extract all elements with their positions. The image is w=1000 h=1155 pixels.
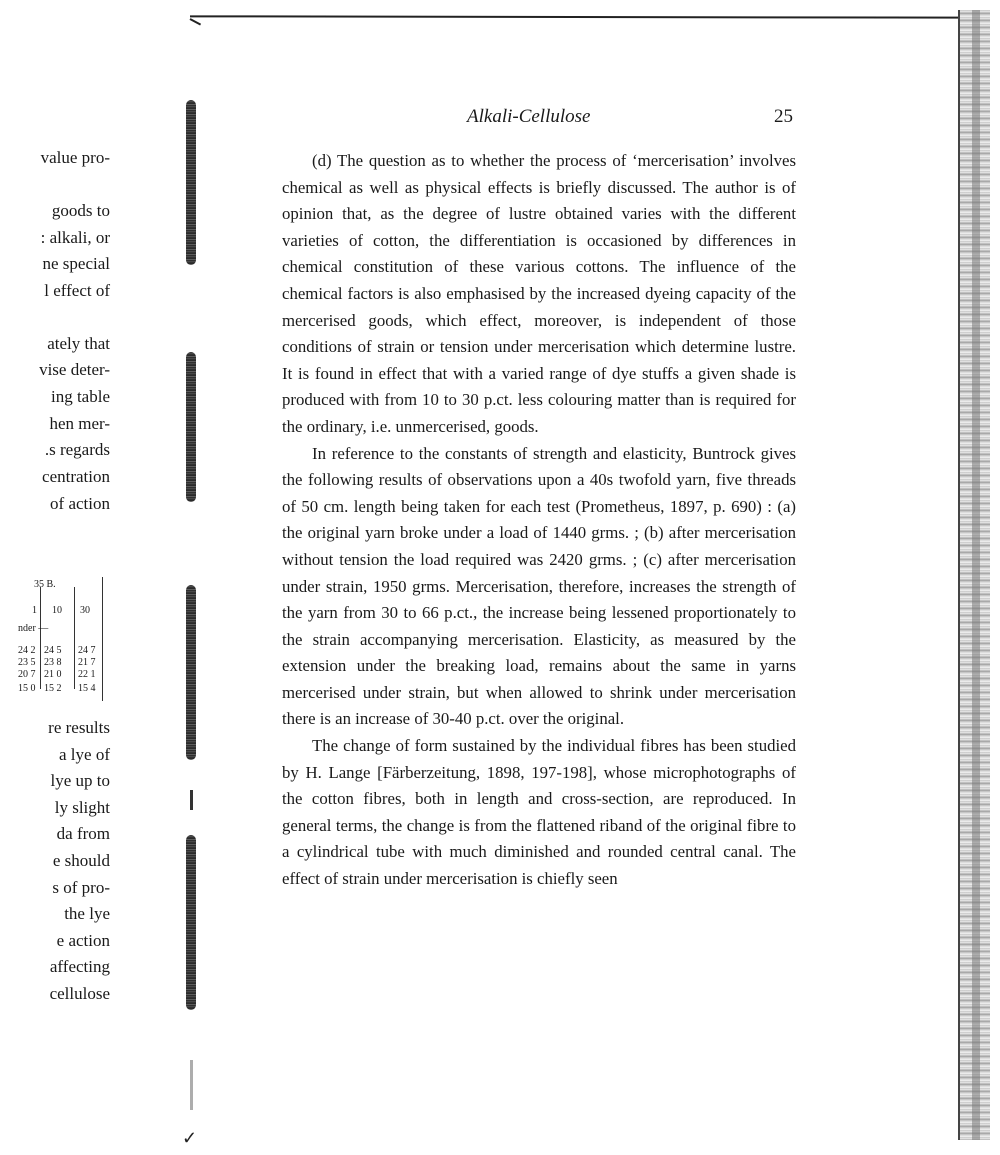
fragment-line: da from <box>56 824 110 843</box>
fragment-line: lye up to <box>50 771 110 790</box>
fragment-line: ne special <box>42 254 110 273</box>
body-text <box>282 148 796 893</box>
fragment-line: goods to <box>51 201 110 220</box>
fragment-table <box>18 577 110 701</box>
table-col-head: 10 <box>52 605 62 616</box>
table-cell: 23 5 <box>18 657 36 668</box>
table-cell: 20 7 <box>18 669 36 680</box>
page-number: 25 <box>774 106 793 127</box>
table-cell: 23 8 <box>44 657 62 668</box>
running-head: Alkali-Cellulose <box>467 106 591 127</box>
table-rule <box>102 577 103 701</box>
table-cell: 22 1 <box>78 669 96 680</box>
fragment-line: e should <box>52 851 110 870</box>
binding-gutter-mark <box>190 790 193 810</box>
fragment-line: e action <box>56 931 110 950</box>
binding-gutter-mark <box>186 100 196 265</box>
table-col-head: 1 <box>32 605 37 616</box>
fragment-line: of action <box>50 494 110 513</box>
paragraph: (d) The question as to whether the process of ‘mercerisation’ involves chemical as well as physical effects is briefly discussed. The author is of opinion that, as the degree of lustre obtained varies with the different varieties of cotton, the differentiation is occasioned by differences in chemical constitution of these various cottons. The influence of the chemical factors is also emphasised by the increased dyeing capacity of the mercerised goods, which effect, moreover, is independent of those conditions of strain or tension under mercerisation which determine lustre. It is found in effect that with a varied range of dye stuffs a given shade is produced with from 10 to 30 p.ct. less colouring matter than is required for the ordinary, i.e. unmercerised, goods. <box>282 151 796 436</box>
table-cell: 21 0 <box>44 669 62 680</box>
fragment-line: : alkali, or <box>40 228 110 247</box>
binding-gutter-mark <box>186 352 196 502</box>
fragment-line: s of pro- <box>52 878 110 897</box>
table-cell: 15 4 <box>78 683 96 694</box>
fragment-line: .s regards <box>44 440 110 459</box>
binding-gutter-mark: ✓ <box>182 1128 198 1148</box>
table-cell: 15 2 <box>44 683 62 694</box>
fragment-line: vise deter- <box>39 360 110 379</box>
page-corner-mark <box>190 18 202 25</box>
table-cell: 24 2 <box>18 645 36 656</box>
fragment-line: re results <box>48 718 110 737</box>
fragment-line: the lye <box>64 904 110 923</box>
page-stack-shadow <box>972 10 980 1140</box>
fragment-line: hen mer- <box>49 414 110 433</box>
fragment-line: value pro- <box>40 148 110 167</box>
table-cell: 15 0 <box>18 683 36 694</box>
table-cell: 21 7 <box>78 657 96 668</box>
table-header: 35 B. <box>34 579 56 590</box>
binding-gutter-mark <box>186 835 196 1010</box>
binding-gutter-mark <box>190 1060 193 1110</box>
fragment-line: a lye of <box>59 745 110 764</box>
binding-gutter-mark <box>186 585 196 760</box>
fragment-line: ately that <box>47 334 110 353</box>
fragment-line: ing table <box>50 387 110 406</box>
fragment-line: centration <box>42 467 110 486</box>
paragraph: In reference to the constants of strength and elasticity, Buntrock gives the following results of observations upon a 40s twofold yarn, five threads of 50 cm. length being taken for each test (Prometheus, 1897, p. 690) : (a) the original yarn broke under a load of 1440 grms. ; (b) after mercerisation without tension the load required was 2420 grms. ; (c) after mercerisation under strain, 1950 grms. Mercerisation, therefore, increases the strength of the yarn from 30 to 66 p.ct., the increase being lessened proportionately to the strain accompanying mercerisation. Elasticity, as measured by the extension under the breaking load, remains about the same in yarns mercerised under strain, but when allowed to shrink under mercerisation there is an increase of 30-40 p.ct. over the original. <box>282 443 796 729</box>
table-rule <box>74 587 75 689</box>
table-label: nder — <box>18 623 49 634</box>
table-rule <box>40 587 41 689</box>
table-col-head: 30 <box>80 605 90 616</box>
table-cell: 24 5 <box>44 645 62 656</box>
fragment-line: affecting <box>49 957 110 976</box>
paragraph: The change of form sustained by the individual fibres has been studied by H. Lange [Färberzeitung, 1898, 197-198], whose microphotographs of the cotton fibres, both in length and cross-section, are reproduced. In general terms, the change is from the flattened riband of the original fibre to a cylindrical tube with much diminished and rounded central canal. The effect of strain under mercerisation is chiefly seen <box>282 736 796 889</box>
fragment-line: cellulose <box>49 984 110 1003</box>
table-cell: 24 7 <box>78 645 96 656</box>
fragment-line: l effect of <box>44 281 110 300</box>
page-top-edge <box>190 15 970 18</box>
fragment-line: ly slight <box>54 798 110 817</box>
